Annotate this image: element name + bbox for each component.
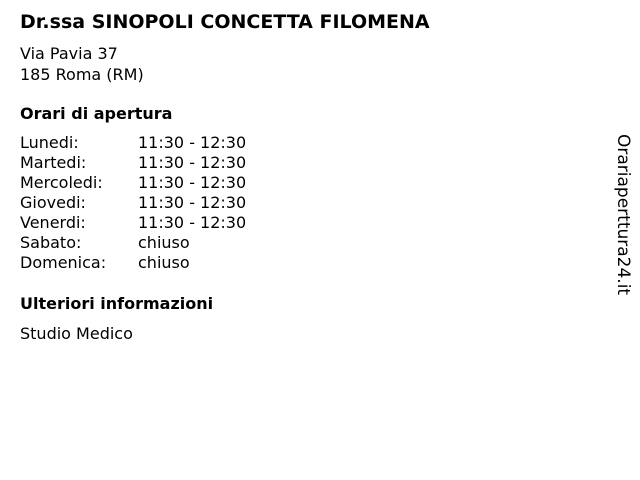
hours-row-friday xyxy=(20,213,246,233)
hours-row-thursday xyxy=(20,193,246,213)
address-city: 185 Roma (RM) xyxy=(20,65,144,84)
info-text: Studio Medico xyxy=(20,324,133,343)
hours-time: 11:30 - 12:30 xyxy=(138,133,247,152)
hours-row-saturday xyxy=(20,233,246,253)
hours-day: Venerdi: xyxy=(20,213,86,232)
brand-watermark: Orariaperttura24.it xyxy=(613,134,633,296)
hours-day: Sabato: xyxy=(20,233,82,252)
hours-row-monday xyxy=(20,133,246,153)
hours-row-wednesday xyxy=(20,173,246,193)
hours-time: chiuso xyxy=(138,233,190,252)
hours-time: chiuso xyxy=(138,253,190,272)
info-heading: Ulteriori informazioni xyxy=(20,294,214,313)
hours-row-tuesday xyxy=(20,153,246,173)
address-street: Via Pavia 37 xyxy=(20,44,118,63)
opening-hours-list xyxy=(20,133,246,273)
hours-day: Martedi: xyxy=(20,153,87,172)
hours-day: Lunedi: xyxy=(20,133,79,152)
hours-time: 11:30 - 12:30 xyxy=(138,153,247,172)
address-block xyxy=(20,43,144,85)
hours-heading: Orari di apertura xyxy=(20,104,173,123)
page-title: Dr.ssa SINOPOLI CONCETTA FILOMENA xyxy=(20,11,430,33)
hours-day: Giovedi: xyxy=(20,193,86,212)
hours-day: Mercoledi: xyxy=(20,173,103,192)
hours-time: 11:30 - 12:30 xyxy=(138,173,247,192)
hours-row-sunday xyxy=(20,253,246,273)
hours-time: 11:30 - 12:30 xyxy=(138,193,247,212)
hours-day: Domenica: xyxy=(20,253,107,272)
hours-time: 11:30 - 12:30 xyxy=(138,213,247,232)
